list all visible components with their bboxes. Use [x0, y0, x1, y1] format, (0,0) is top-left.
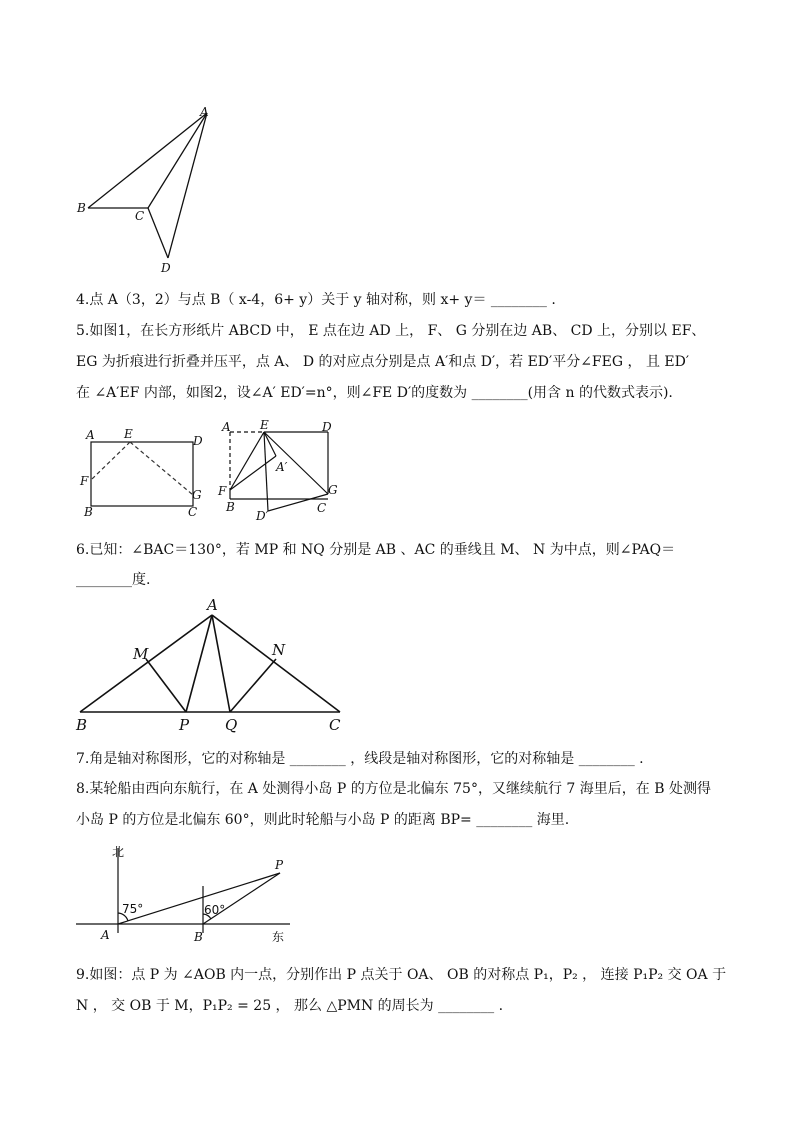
fig5b-label-a: A — [222, 420, 231, 434]
fig8-north-label: 北 — [112, 845, 125, 859]
fig5a-label-c: C — [188, 505, 198, 519]
fig6-label-m: M — [133, 645, 149, 663]
question-9-line-2: N ， 交 OB 于 M，P₁P₂ = 25 ， 那么 △PMN 的周长为 ________ . — [76, 998, 504, 1014]
question-5-line-2: EG 为折痕进行折叠并压平，点 A、 D 的对应点分别是点 A′和点 D′，若 ED′平分∠FEG ， 且 ED′ — [76, 354, 690, 370]
question-4: 4.点 A（3，2）与点 B（ x-4，6+ y）关于 y 轴对称，则 x+ y＝ ________ . — [76, 292, 556, 308]
figure-6-triangle — [70, 595, 360, 735]
fig6-label-n: N — [272, 641, 286, 659]
fig8-angle-75: 75° — [122, 902, 144, 916]
fig5a-label-d: D — [193, 434, 203, 448]
question-7: 7.角是轴对称图形，它的对称轴是 ________ ，线段是轴对称图形，它的对称轴是 ________ . — [76, 751, 644, 767]
point-label-d: D — [161, 261, 171, 275]
fig5b-label-a1: A′ — [276, 460, 288, 474]
question-5-line-1: 5.如图1，在长方形纸片 ABCD 中， E 点在边 AD 上， F、 G 分别在边 AB、 CD 上，分别以 EF、 — [76, 323, 706, 339]
fig8-label-p: P — [275, 858, 284, 872]
fig5a-label-a: A — [86, 428, 95, 442]
fig6-label-q: Q — [225, 716, 238, 734]
fig5a-label-f: F — [80, 474, 89, 488]
point-label-a: A — [200, 105, 209, 119]
fig5a-label-e: E — [124, 427, 133, 441]
fig8-label-b: B — [194, 930, 203, 944]
point-label-b: B — [77, 201, 86, 215]
question-8-line-1: 8.某轮船由西向东航行，在 A 处测得小岛 P 的方位是北偏东 75°，又继续航行 7 海里后，在 B 处测得 — [76, 781, 711, 797]
fig5b-label-b: B — [226, 500, 235, 514]
point-label-c: C — [135, 209, 145, 223]
fig8-east-label: 东 — [272, 930, 285, 944]
question-5-line-3: 在 ∠A′EF 内部，如图2，设∠A′ ED′=n°，则∠FE D′的度数为 ________(用含 n 的代数式表示). — [76, 385, 673, 401]
question-6-line-2: ________度. — [76, 572, 151, 588]
fig6-label-b: B — [76, 716, 88, 734]
fig5b-label-d1: D′ — [256, 509, 269, 523]
fig5b-label-f: F — [218, 484, 227, 498]
fig5b-label-e: E — [260, 418, 269, 432]
question-8-line-2: 小岛 P 的方位是北偏东 60°，则此时轮船与小岛 P 的距离 BP= ________ 海里. — [76, 812, 570, 828]
figure-5-rectangle-1 — [78, 425, 213, 520]
fig5b-label-c: C — [317, 501, 327, 515]
fig5b-label-g: G — [328, 483, 338, 497]
figure-8-bearings — [72, 838, 302, 948]
fig8-angle-60: 60° — [204, 903, 226, 917]
fig6-label-p: P — [179, 716, 190, 734]
fig5b-label-d: D — [322, 420, 332, 434]
figure-abcd — [60, 98, 230, 283]
fig6-label-a: A — [207, 596, 218, 614]
fig8-label-a: A — [101, 928, 110, 942]
figure-5-rectangle-2 — [218, 418, 348, 523]
fig5a-label-g: G — [192, 488, 202, 502]
fig5a-label-b: B — [84, 505, 93, 519]
question-6-line-1: 6.已知：∠BAC＝130°，若 MP 和 NQ 分别是 AB 、AC 的垂线且 M、 N 为中点，则∠PAQ＝ — [76, 542, 676, 558]
fig6-label-c: C — [329, 716, 341, 734]
question-9-line-1: 9.如图：点 P 为 ∠AOB 内一点，分别作出 P 点关于 OA、 OB 的对称点 P₁，P₂ ， 连接 P₁P₂ 交 OA 于 — [76, 967, 727, 983]
